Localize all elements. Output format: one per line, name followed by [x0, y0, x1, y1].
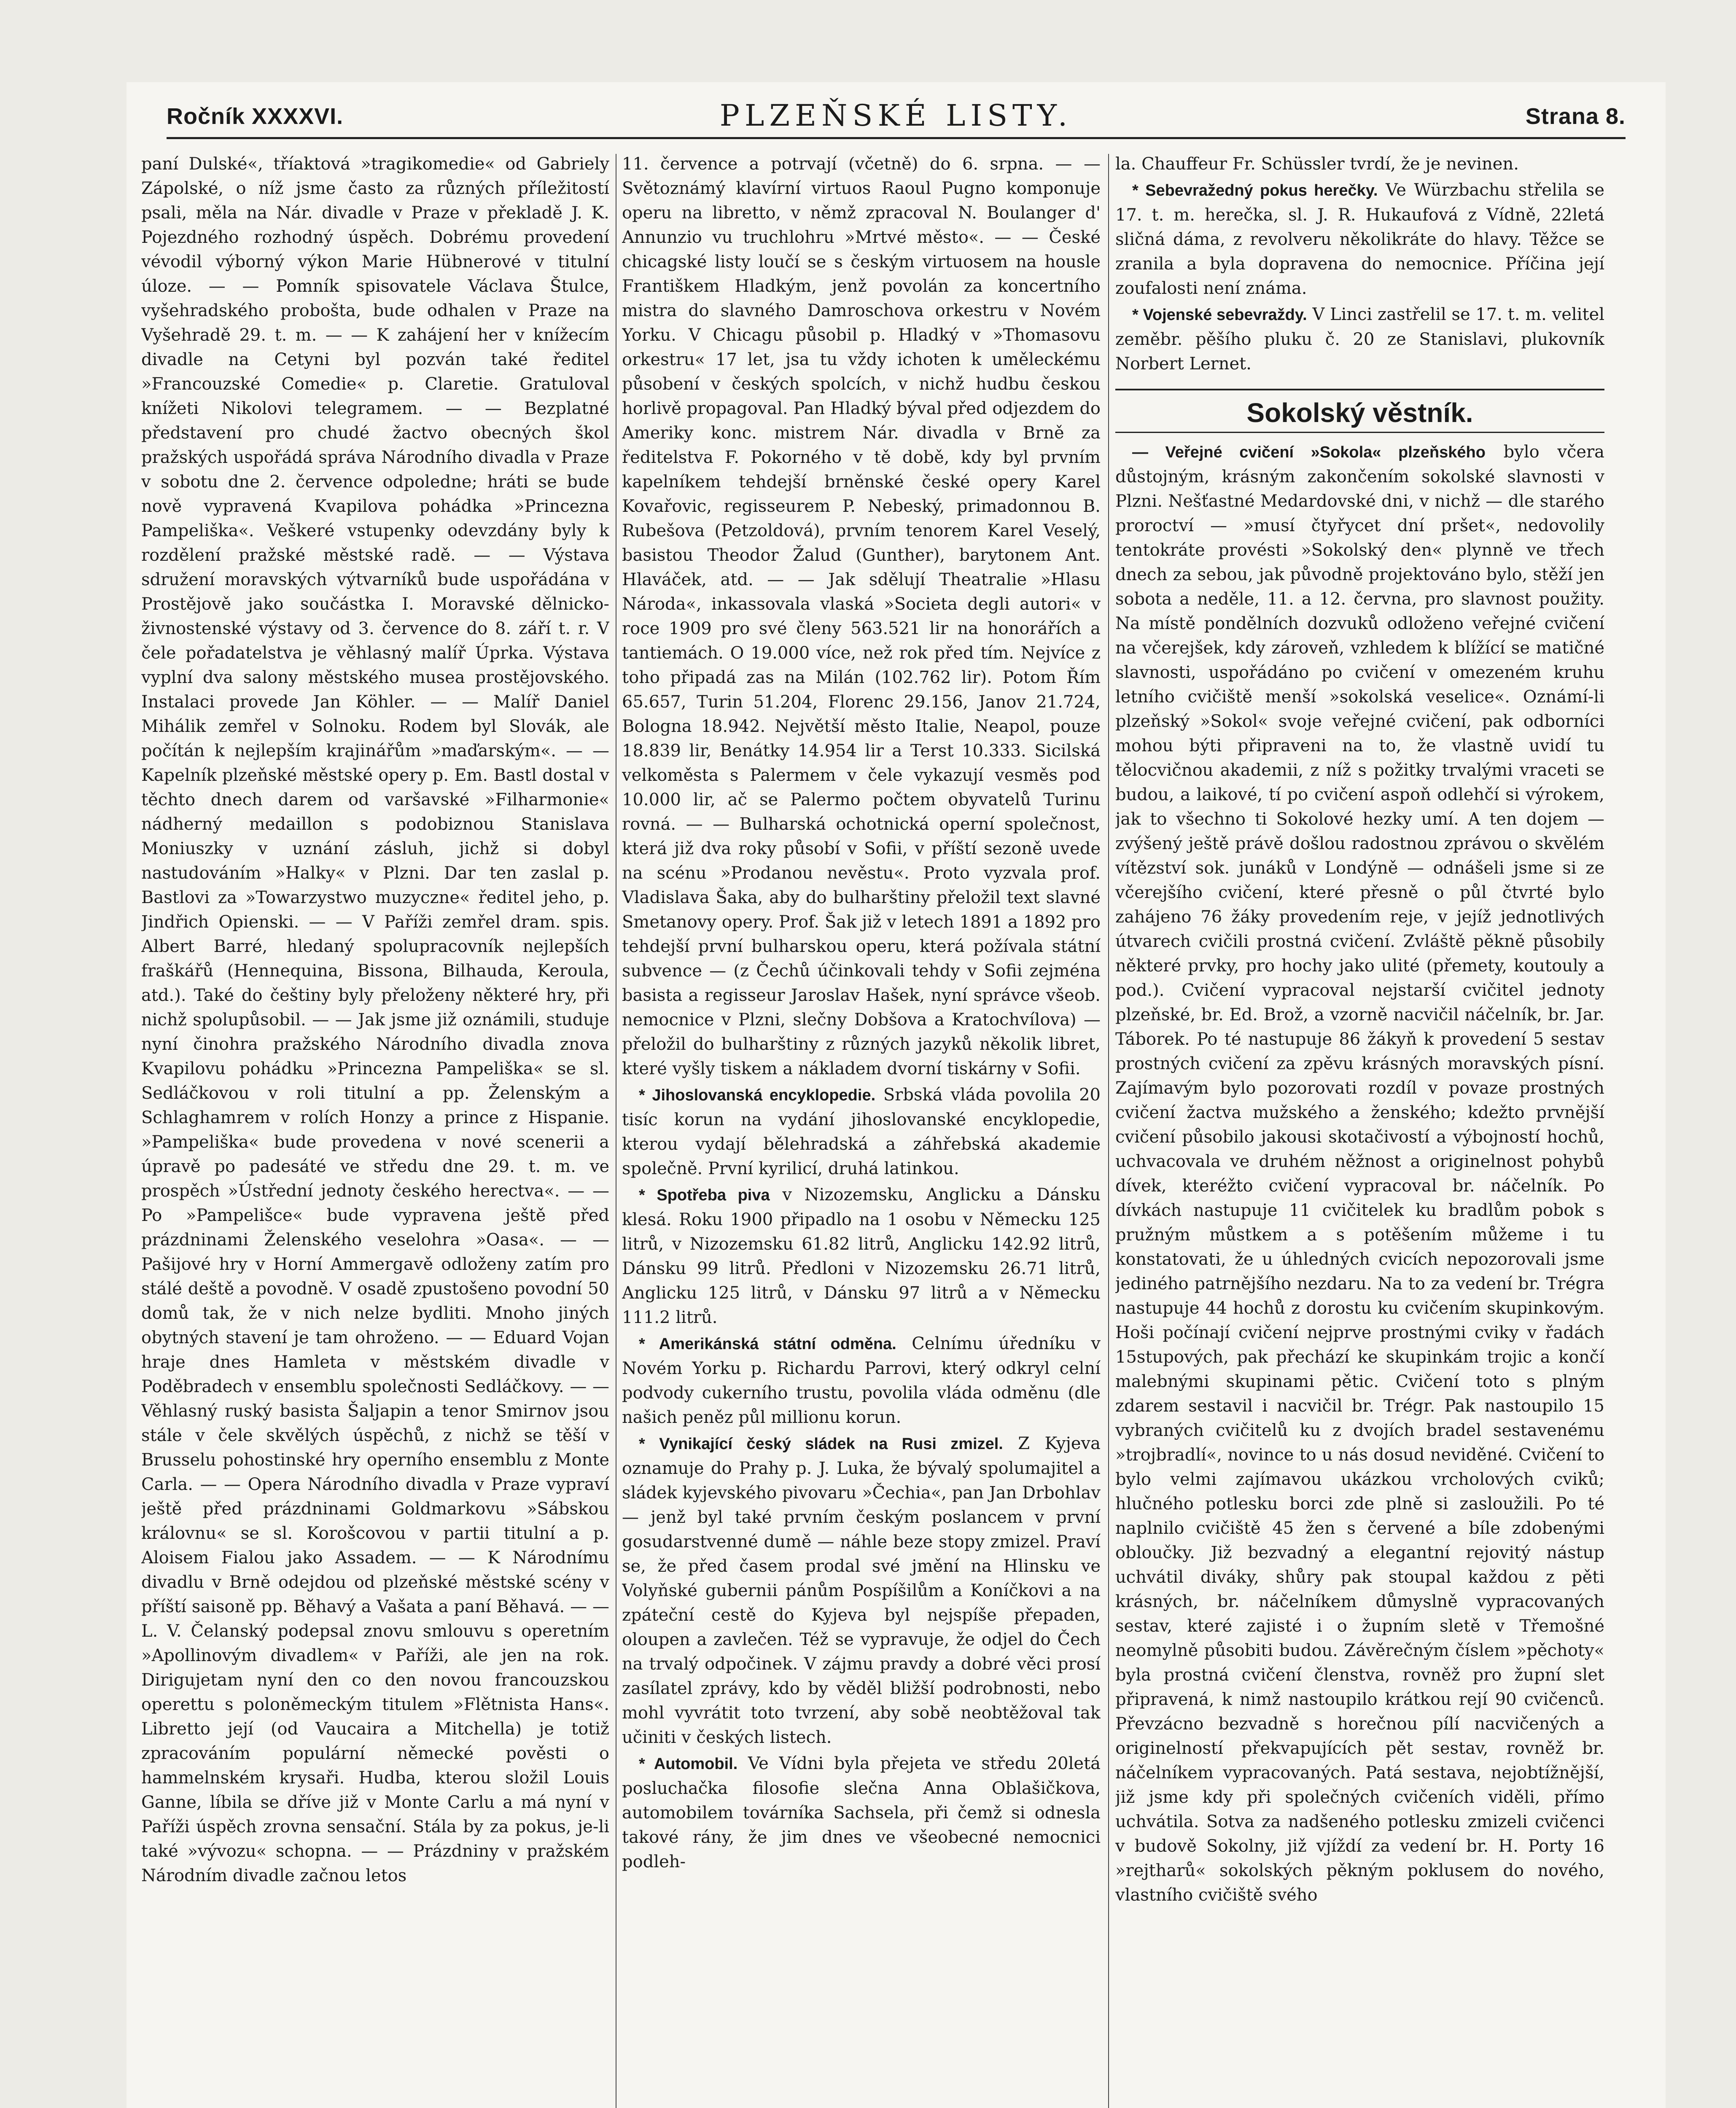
- news-headline: — Veřejné cvičení »Sokola« plzeňského: [1132, 444, 1486, 461]
- news-item: [1115, 178, 1604, 301]
- news-text: Z Kyjeva oznamuje do Prahy p. J. Luka, že bývalý spolumajitel a sládek kyjevského pivovaru »Čechia«, pan Jan Drbohlav — jenž byl také prvním českým poslancem v první gosudarstvenné dumě — náhle beze stopy zmizel. Praví se, že před časem prodal své jmění na Hlinsku ve Volyňské gubernii pánům Pospíšilům a Koníčkovi a na zpáteční cestě do Kyjeva byl nejspíše přepaden, oloupen a zavlečen. Též se vypravuje, že odjel do Čech na trvalý odpočinek. V zájmu pravdy a dobré věci prosí zasílatel zprávy, kdo by věděl bližší podrobnosti, nebo mohl vyvrátit toto tvrzení, aby sobě neobtěžoval tak učiniti v českých listech.: [622, 1434, 1101, 1747]
- article-text: la. Chauffeur Fr. Schüssler tvrdí, že je nevinen.: [1115, 154, 1519, 174]
- page-number: Strana 8.: [1525, 104, 1626, 129]
- news-text: Celnímu úředníku v Novém Yorku p. Richardu Parrovi, který odkryl celní podvody cukerního trustu, povolila vláda odměnu (dle našich peněz půl millionu korun.: [622, 1334, 1101, 1427]
- news-headline: * Sebevražedný pokus herečky.: [1132, 182, 1378, 199]
- news-item: [622, 1331, 1101, 1430]
- news-text: Srbská vláda povolila 20 tisíc korun na vydání jihoslovanské encyklopedie, kterou vydají bělehradská a záhřebská akademie společně. První kyrilicí, druhá latinkou.: [622, 1085, 1101, 1178]
- news-text: v Nizozemsku, Anglicku a Dánsku klesá. Roku 1900 připadlo na 1 osobu v Německu 125 litrů, v Nizozemsku 61.82 litrů, Anglicku 142.92 litrů, Dánsku 99 litrů. Předloni v Nizozemsku 26.71 litrů, Anglicku 125 litrů, v Dánsku 97 litrů a v Německu 111.2 litrů.: [622, 1185, 1101, 1327]
- news-text: Ve Vídni byla přejeta ve středu 20letá posluchačka filosofie slečna Anna Oblašičkova, automobilem továrníka Sachsela, při čemž si odnesla takové rány, že jim dnes ve všeobecné nemocnici podleh-: [622, 1754, 1101, 1871]
- column-3: [1115, 152, 1604, 2108]
- volume-label: Ročník XXXXVI.: [167, 104, 344, 129]
- news-headline: * Automobil.: [639, 1755, 738, 1773]
- news-item: [1115, 302, 1604, 376]
- news-headline: * Amerikánská státní odměna.: [639, 1335, 896, 1353]
- news-text: Ve Würzbachu střelila se 17. t. m. herečka, sl. J. R. Hukaufová z Vídně, 22letá sličná dáma, z revolveru několikráte do hlavy. Těžce se zranila a byla dopravena do nemocnice. Příčina její zoufalosti není známa.: [1115, 180, 1604, 298]
- column-2: [622, 152, 1101, 2108]
- column-divider: [1108, 154, 1109, 2108]
- page-header: [167, 91, 1626, 137]
- news-headline: * Spotřeba piva: [639, 1186, 770, 1204]
- news-item: [1115, 440, 1604, 1907]
- newspaper-page: [126, 82, 1666, 2108]
- column-1: [141, 152, 609, 2108]
- masthead-title: PLZEŇSKÉ LISTY.: [719, 98, 1073, 133]
- news-item: [622, 1183, 1101, 1330]
- news-text: V Linci zastřelil se 17. t. m. velitel zeměbr. pěšího pluku č. 20 ze Stanislavi, plukovník Norbert Lernet.: [1115, 305, 1604, 374]
- news-text: bylo včera důstojným, krásným zakončením sokolské slavnosti v Plzni. Nešťastné Medardovské dni, v nichž — dle starého proroctví — »musí čtyřycet dní pršet«, nedovolily tentokráte provésti »Sokolský den« plynně ve třech dnech za sebou, jak původně projektováno bylo, stěží jen sobota a neděle, 11. a 12. června, pro slavnost použity. Na místě pondělních dozvuků odloženo veřejné cvičení na včerejšek, kdy zároveň, vzhledem k blížící se matičné slavnosti, uspořádáno po cvičení v omezeném kruhu letního cvičiště menší »sokolská veselice«. Oznámí-li plzeňský »Sokol« svoje veřejné cvičení, pak odborníci mohou býti připraveni na to, že vlastně uvidí tu tělocvičnou akademii, z níž s požitky trvalými vraceti se budou, a laikové, tí po cvičení aspoň odlehčí si výrokem, jak to všechno ti Sokolové hezky umí. A ten dojem — zvýšený ještě právě došlou radostnou zprávou o skvělém vítězství sok. junáků v Londýně — odnášeli jsme si ze včerejšího cvičení, které přesně o půl čtvrté bylo zahájeno 76 žáky provedením reje, v jejíž jednotlivých útvarech cvičili prostná cvičení. Zvláště pěkně působily některé prvky, pro hochy jako ulité (přemety, koutouly a pod.). Cvičení vypracoval nejstarší cvičitel jednoty plzeňské, br. Ed. Brož, a vzorně nacvičil náčelník, br. Jar. Táborek. Po té nastupuje 86 žákyň k provedení 5 sestav prostných cvičení za zpěvu krásných moravských písní. Zajímavým bylo pozorovati rozdíl v povaze prostných cvičení žactva mužského a ženského; kdežto prvnější cvičení působilo jakousi skotačivostí a výbojností hochů, uchvacovala ve druhém něžnost a originelnost pohybů dívek, kteréžto cvičení vypracoval br. náčelník. Po dívkách nastupuje 11 cvičitelek ku bradlům pobok s pružným můstkem a s potěšením můžeme i tu konstatovati, že u úhledných cvicích nepozorovali jsme jediného patrnějšího nezdaru. Na to za vedení br. Trégra nastupuje 44 hochů z dorostu ku cvičením skupinkovým. Hoši počínají cvičení nejprve prostnými cviky v řadách 15stupových, pak přechází ke skupinkám trojic a končí malebnými skupinami pětic. Cvičení toto s plným zdarem sestavil i nacvičil br. Trégr. Pak nastoupilo 15 vybraných cvičitelů ku z dvojích bradel sestavenému »trojbradlí«, novince to u nás dosud neviděné. Cvičení to bylo velmi zajímavou ukázkou vrcholových cviků; hlučného potlesku borci zde plně si zasloužili. Po té naplnilo cvičiště 45 žen s červené a bíle zdobenými obloučky. Již bezvadný a elegantní rejovitý nástup uchvátil diváky, shůry pak stoupal každou z pěti krásných, br. náčelníkem důmyslně vypracovaných sestav, které zajisté i o župním sletě v Třemošné neomylně působiti budou. Závěrečným číslem »pěchoty« byla prostná cvičení členstva, rovněž pro župní slet připravená, k nimž nastoupilo krátkou rejí 90 cvičenců. Převzácno bezvadně s horečnou pílí nacvičených a originelností překvapujících pět sestav, rovněž br. náčelníkem vypracovaných. Patá sestava, nejobtížnější, již jsme kdy při společných cvičeních viděli, přímo uchvátila. Sotva za nadšeného potlesku zmizeli cvičenci v budově Sokolny, již vjíždí za vedení br. H. Porty 16 »rejtharů« sokolských pěkným poklusem do nového, vlastního cvičiště svého: [1115, 442, 1604, 1905]
- news-item: [622, 1083, 1101, 1181]
- news-item: [622, 1751, 1101, 1874]
- news-item: [622, 1431, 1101, 1750]
- section-rule: [1115, 432, 1604, 433]
- section-heading: Sokolský věstník.: [1115, 389, 1604, 425]
- news-headline: * Jihoslovanská encyklopedie.: [639, 1086, 876, 1104]
- news-headline: * Vynikající český sládek na Rusi zmizel.: [639, 1435, 1003, 1453]
- header-rule: [167, 137, 1626, 139]
- article-text: 11. července a potrvají (včetně) do 6. srpna. — — Světoznámý klavírní virtuos Raoul Pugno komponuje operu na libretto, v němž zpracoval N. Boulanger d' Annunzio vu truchlohru »Mrtvé město«. — — České chicagské listy loučí se s českým virtuosem na housle Františkem Hladkým, jenž povolán za koncertního mistra do slavného Damroschova orkestru v Novém Yorku. V Chicagu působil p. Hladký v »Thomasovu orkestru« 17 let, jsa tu vždy ichoten k uměleckému působení v českých spolcích, v nichž hudbu českou horlivě propagoval. Pan Hladký býval před odjezdem do Ameriky konc. mistrem Nár. divadla v Brně za ředitelstva F. Pokorného v tě době, kdy byl prvním kapelníkem tehdejší brněnské české opery Karel Kovařovic, regisseurem P. Nebeský, primadonnou B. Rubešova (Petzoldová), prvním tenorem Karel Veselý, basistou Theodor Žalud (Gunther), barytonem Ant. Hlaváček, atd. — — Jak sdělují Theatralie »Hlasu Národa«, inkassovala vlaská »Societa degli autori« v roce 1909 pro své členy 563.521 lir na honorářích a tantiemách. O 19.000 více, než rok před tím. Nejvíce z toho připadá zas na Milán (102.762 lir). Potom Řím 65.657, Turin 51.204, Florenc 29.156, Janov 21.724, Bologna 18.942. Největší město Italie, Neapol, pouze 18.839 lir, Benátky 14.954 lir a Terst 10.333. Sicilská velkoměsta s Palermem v čele vykazují vesměs pod 10.000 lir, ač se Palermo počtem obyvatelů Turinu rovná. — — Bulharská ochotnická operní společnost, která již dva roky působí v Sofii, v příští sezoně uvede na scénu »Prodanou nevěstu«. Proto vyzvala prof. Vladislava Šaka, aby do bulharštiny přeložil text slavné Smetanovy opery. Prof. Šak již v letech 1891 a 1892 pro tehdejší první bulharskou operu, která požívala státní subvence — (z Čechů účinkovali tehdy v Sofii zejména basista a regisseur Jaroslav Hašek, nyní správce všeob. nemocnice v Plzni, slečny Dobšova a Kratochvílova) — přeložil do bulharštiny z různých jazyků několik libret, které vyšly tiskem a nákladem dvorní tiskárny v Sofii.: [622, 154, 1101, 1078]
- news-headline: * Vojenské sebevraždy.: [1132, 306, 1307, 324]
- article-text: paní Dulské«, tříaktová »tragikomedie« od Gabriely Zápolské, o níž jsme často za různých příležitostí psali, měla na Nár. divadle v Praze v překladě J. K. Pojezdného rozhodný úspěch. Dobrému provedení vévodil výborný výkon Marie Hübnerové v titulní úloze. — — Pomník spisovatele Václava Štulce, vyšehradského probošta, bude odhalen v Praze na Vyšehradě 29. t. m. — — K zahájení her v knížecím divadle na Cetyni byl pozván také ředitel »Francouzské Comedie« p. Claretie. Gratuloval knížeti Nikolovi telegramem. — — Bezplatné představení pro chudé žactvo obecných škol pražských uspořádá správa Národního divadla v Praze v sobotu dne 2. července odpoledne; hráti se bude nově vypravená Kvapilova pohádka »Princezna Pampeliška«. Veškeré vstupenky odevzdány byly k rozdělení pražské městské radě. — — Výstava sdružení moravských výtvarníků bude uspořádána v Prostějově jako součástka I. Moravské dělnicko-živnostenské výstavy od 3. července do 8. září t. r. V čele pořadatelstva je věhlasný malíř Úprka. Výstava vyplní dva salony městského musea prostějovského. Instalaci provede Jan Köhler. — — Malíř Daniel Mihálik zemřel v Solnoku. Rodem byl Slovák, ale počítán k nejlepším krajinářům »maďarským«. — — Kapelník plzeňské městské opery p. Em. Bastl dostal v těchto dnech darem od varšavské »Filharmonie« nádherný medaillon s podobiznou Stanislava Moniuszky v uznání zásluh, jichž si dobyl nastudováním »Halky« v Plzni. Dar ten zaslal p. Bastlovi za »Towarzystwo muzyczne« ředitel jeho, p. Jindřich Opienski. — — V Paříži zemřel dram. spis. Albert Barré, hledaný spolupracovník nejlepších fraškářů (Hennequina, Bissona, Bilhauda, Keroula, atd.). Také do češtiny byly přeloženy některé hry, při nichž spolupůsobil. — — Jak jsme již oznámili, studuje nyní činohra pražského Národního divadla znova Kvapilovu pohádku »Princezna Pampeliška« se sl. Sedláčkovou v roli titulní a pp. Želenským a Schlaghamrem v rolích Honzy a prince z Hispanie. »Pampeliška« bude provedena v nové scenerii a úpravě po padesáté ve středu dne 29. t. m. ve prospěch »Ústřední jednoty českého herectva«. — — Po »Pampelišce« bude vypravena ještě před prázdninami Želenského veselohra »Oasa«. — — Pašijové hry v Horní Ammergavě odloženy zatím pro stálé deště a povodně. V osadě zpustošeno povodní 50 domů tak, že v nich nelze bydliti. Mnoho jiných obytných stavení je tam ohroženo. — — Eduard Vojan hraje dnes Hamleta v městském divadle v Poděbradech v ensemblu společnosti Sedláčkovy. — — Věhlasný ruský basista Šaljapin a tenor Smirnov jsou stále v čele skvělých úspěchů, z nichž se těší v Brusselu pohostinské hry operního ensemblu z Monte Carla. — — Opera Národního divadla v Praze vypraví ještě před prázdninami Goldmarkovu »Sábskou královnu« se sl. Korošcovou v partii titulní a p. Aloisem Fialou jako Assadem. — — K Národnímu divadlu v Brně odejdou od plzeňské městské scény v příští saisoně pp. Běhavý a Vašata a paní Běhavá. — — L. V. Čelanský podepsal znovu smlouvu s operetním »Apollinovým divadlem« v Paříži, ale jen na rok. Dirigujetam nyní den co den novou francouzskou operettu s poloněmeckým titulem »Flětnista Hans«. Libretto její (od Vaucaira a Mitchella) je totiž zpracováním populární německé pověsti o hammelnském krysaři. Hudba, kterou složil Louis Ganne, líbila se dříve již v Monte Carlu a má nyní v Paříži úspěch zrovna sensační. Stála by za pokus, je-li také »vývozu« schopna. — — Prázdniny v pražském Národním divadle začnou letos: [141, 154, 609, 1885]
